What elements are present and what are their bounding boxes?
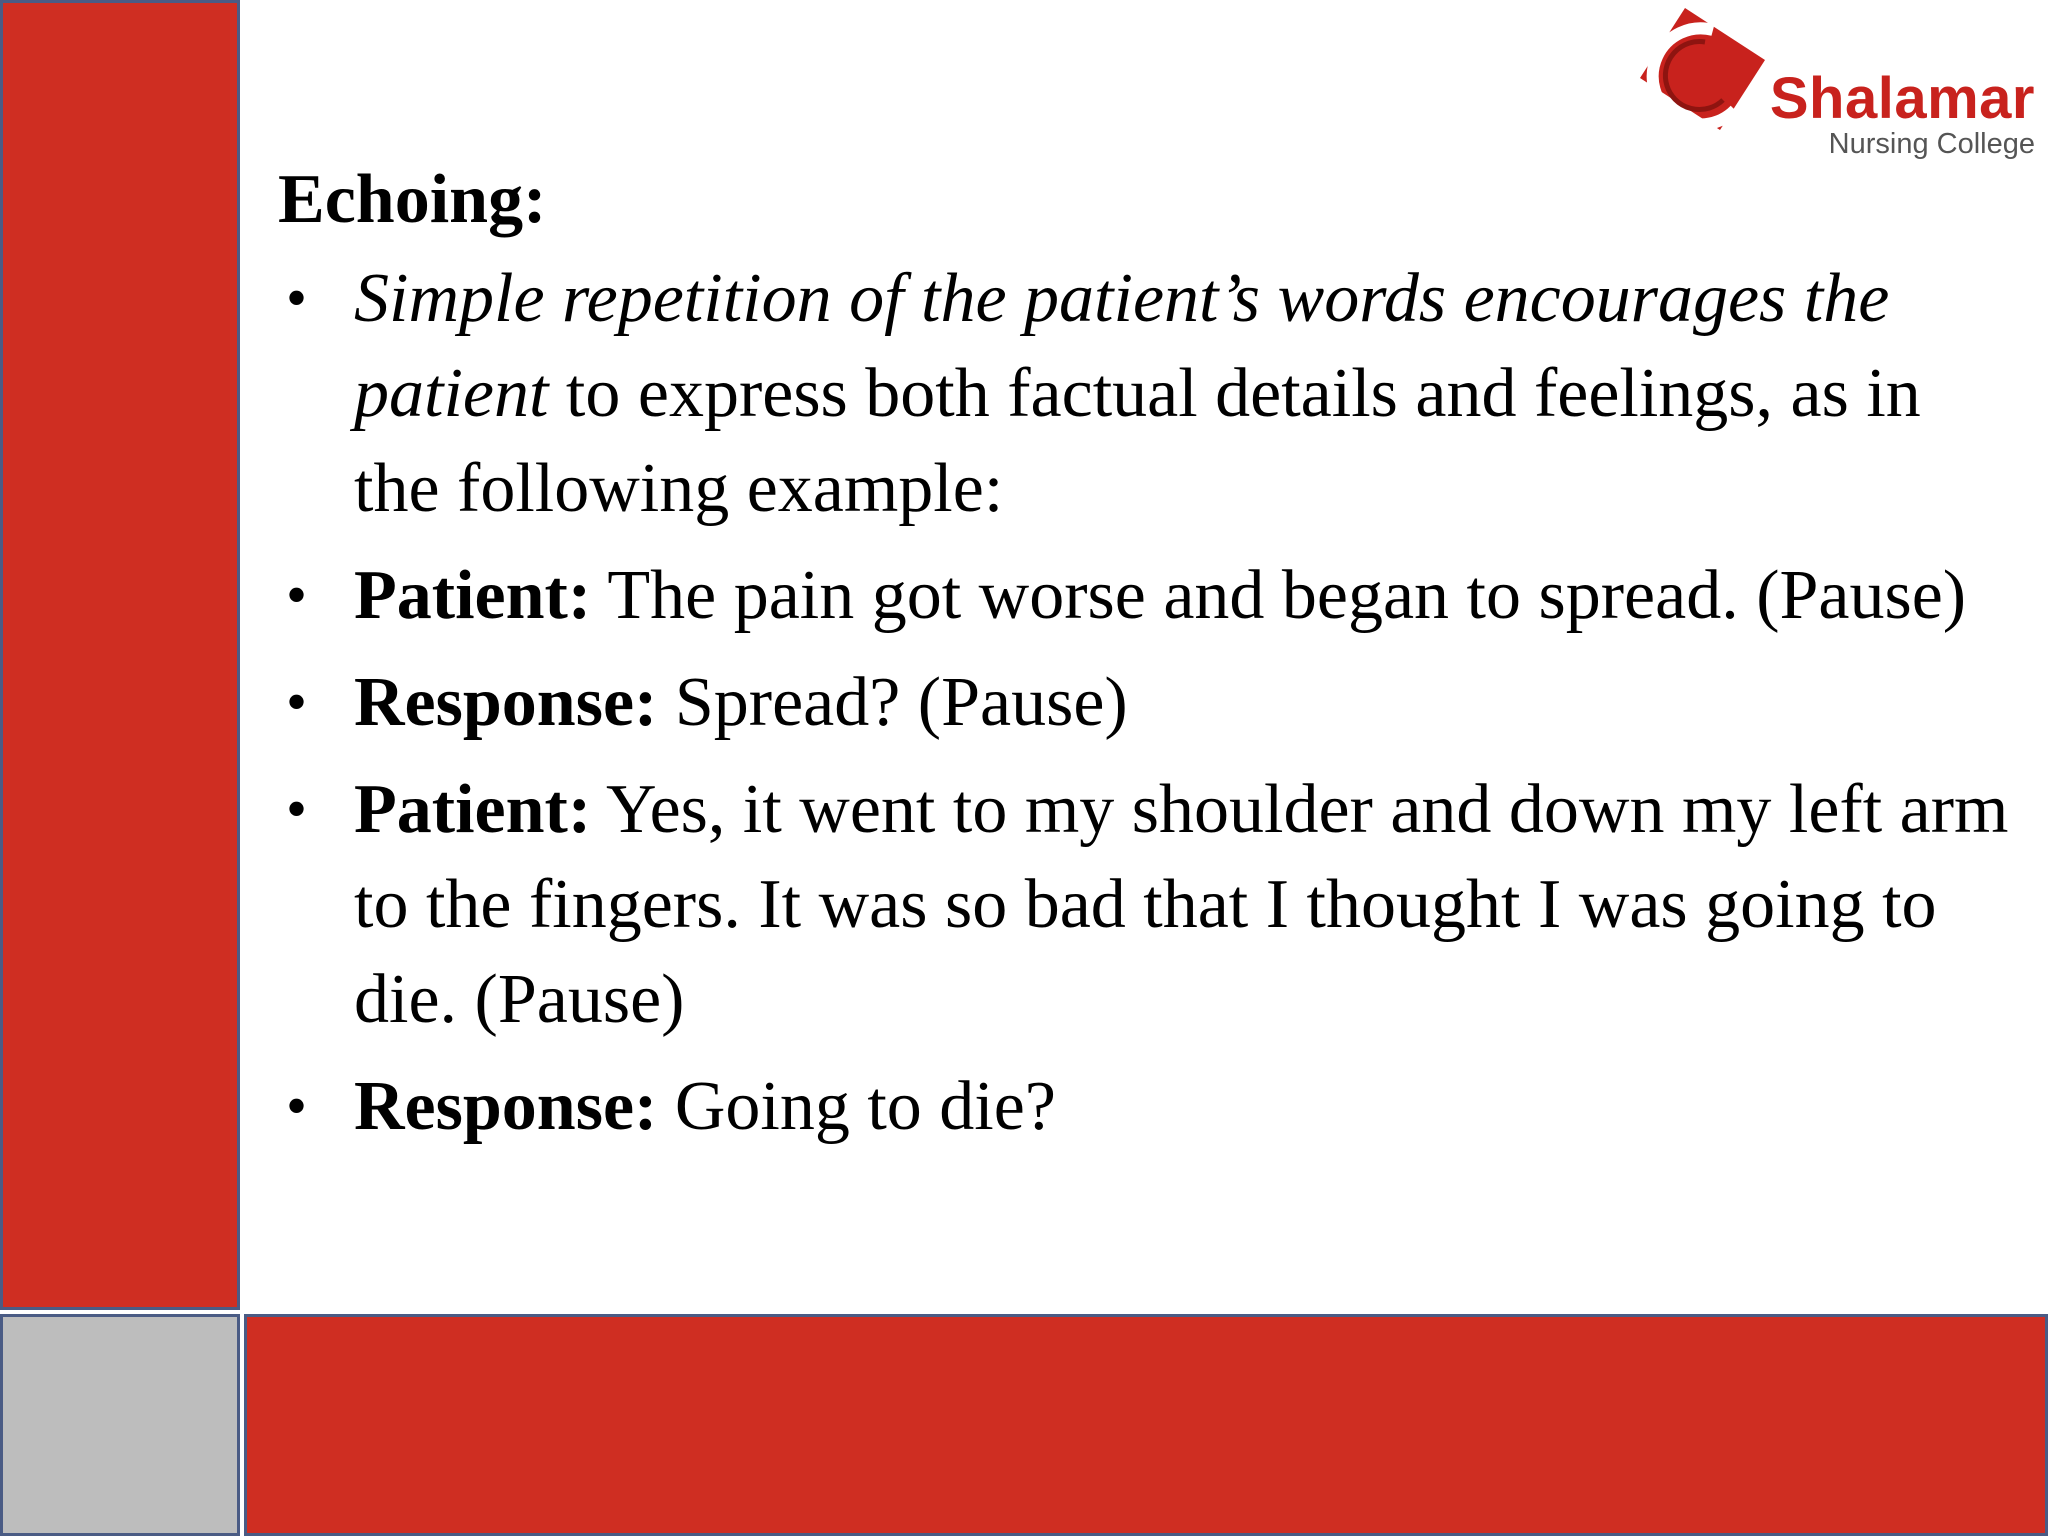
bullet-text: The pain got worse and began to spread. (Pause) [591,557,1967,634]
left-red-bar [0,0,240,1310]
bullet-list [278,251,2018,1154]
bullet-dot: • [286,776,308,842]
bullet-label: Response: [354,1068,658,1145]
bullet-text: Yes, it went to my shoulder and down my left arm to the fingers. It was so bad that I thought I was going to die. (Pause) [354,771,2009,1038]
bullet-label: Patient: [354,557,592,634]
logo-brand-name: Shalamar [1769,66,2035,131]
bullet-label: Response: [354,664,658,741]
college-logo [1625,0,2045,170]
bullet-text: to express both factual details and feelings, as in the following example: [354,355,1921,527]
bottom-red-bar [244,1314,2048,1536]
bullet-item [278,251,2018,536]
bullet-item [278,1059,2018,1154]
bullet-dot: • [286,562,308,628]
bullet-item [278,762,2018,1047]
bullet-item [278,655,2018,750]
bullet-item [278,548,2018,643]
bullet-italic-text: Simple repetition of the patient’s words encourages the patient [354,260,1890,432]
bullet-text: Spread? (Pause) [657,664,1128,741]
bullet-dot: • [286,669,308,735]
bullet-label: Patient: [354,771,592,848]
slide-heading: Echoing: [278,161,547,238]
logo-subtitle: Nursing College [1828,128,2035,160]
bottom-gray-block [0,1314,240,1536]
logo-emblem-icon [1625,0,1775,150]
bullet-dot: • [286,265,308,331]
bullet-dot: • [286,1073,308,1139]
bullet-text: Going to die? [657,1068,1056,1145]
slide-content [278,155,2018,1166]
